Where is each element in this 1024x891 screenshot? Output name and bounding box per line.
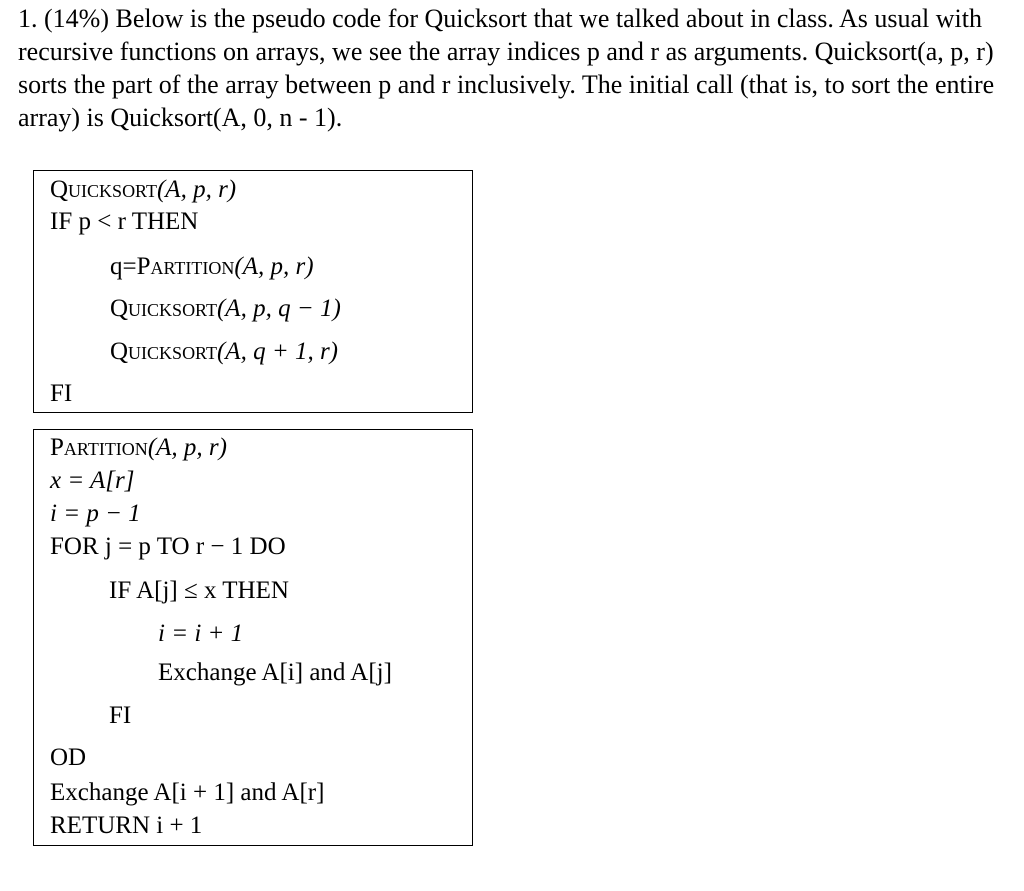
partition-args: (A, p, r) (147, 434, 227, 461)
partition-name: Partition (50, 434, 148, 461)
quicksort-right-call-name: Quicksort (110, 338, 217, 365)
partition-return-line: RETURN i + 1 (50, 812, 203, 839)
quicksort-left-call-name: Quicksort (110, 295, 217, 322)
quicksort-right-call-args: (A, q + 1, r) (216, 338, 339, 365)
quicksort-right-call-line (110, 338, 338, 366)
partition-call-name: Partition (136, 253, 235, 280)
quicksort-args: (A, p, r) (156, 176, 237, 203)
partition-od-line: OD (50, 744, 87, 771)
quicksort-pseudocode-box (33, 170, 473, 413)
partition-i-init-line: i = p − 1 (50, 500, 141, 527)
partition-fi-line: FI (109, 702, 132, 729)
question-text: 1. (14%) Below is the pseudo code for Quicksort that we talked about in class. As usual with recursive functions on arrays, we see the array indices p and r as arguments. Quicksort(a, p, r) sorts the part of the array between p and r inclusively. The initial call (that is, to sort the entire array) is Quicksort(A, 0, n - 1). (18, 4, 995, 132)
quicksort-left-call-args: (A, p, q − 1) (216, 295, 341, 322)
partition-header-line (50, 434, 227, 462)
partition-pseudocode-box (33, 429, 473, 846)
quicksort-fi-line: FI (50, 380, 73, 407)
quicksort-if-line: IF p < r THEN (50, 208, 199, 235)
partition-increment-line: i = i + 1 (158, 620, 244, 647)
quicksort-left-call-line (110, 295, 341, 323)
partition-exchange-line: Exchange A[i] and A[j] (158, 659, 392, 686)
quicksort-header-line (50, 176, 236, 204)
partition-call-args: (A, p, r) (234, 253, 314, 280)
partition-if-line: IF A[j] ≤ x THEN (109, 577, 289, 604)
partition-final-exchange-line: Exchange A[i + 1] and A[r] (50, 779, 325, 806)
quicksort-partition-call-line (110, 253, 314, 281)
quicksort-q-assign: q= (110, 253, 137, 280)
partition-pivot-line: x = A[r] (50, 467, 135, 494)
quicksort-name: Quicksort (50, 176, 157, 203)
partition-for-line: FOR j = p TO r − 1 DO (50, 533, 286, 560)
